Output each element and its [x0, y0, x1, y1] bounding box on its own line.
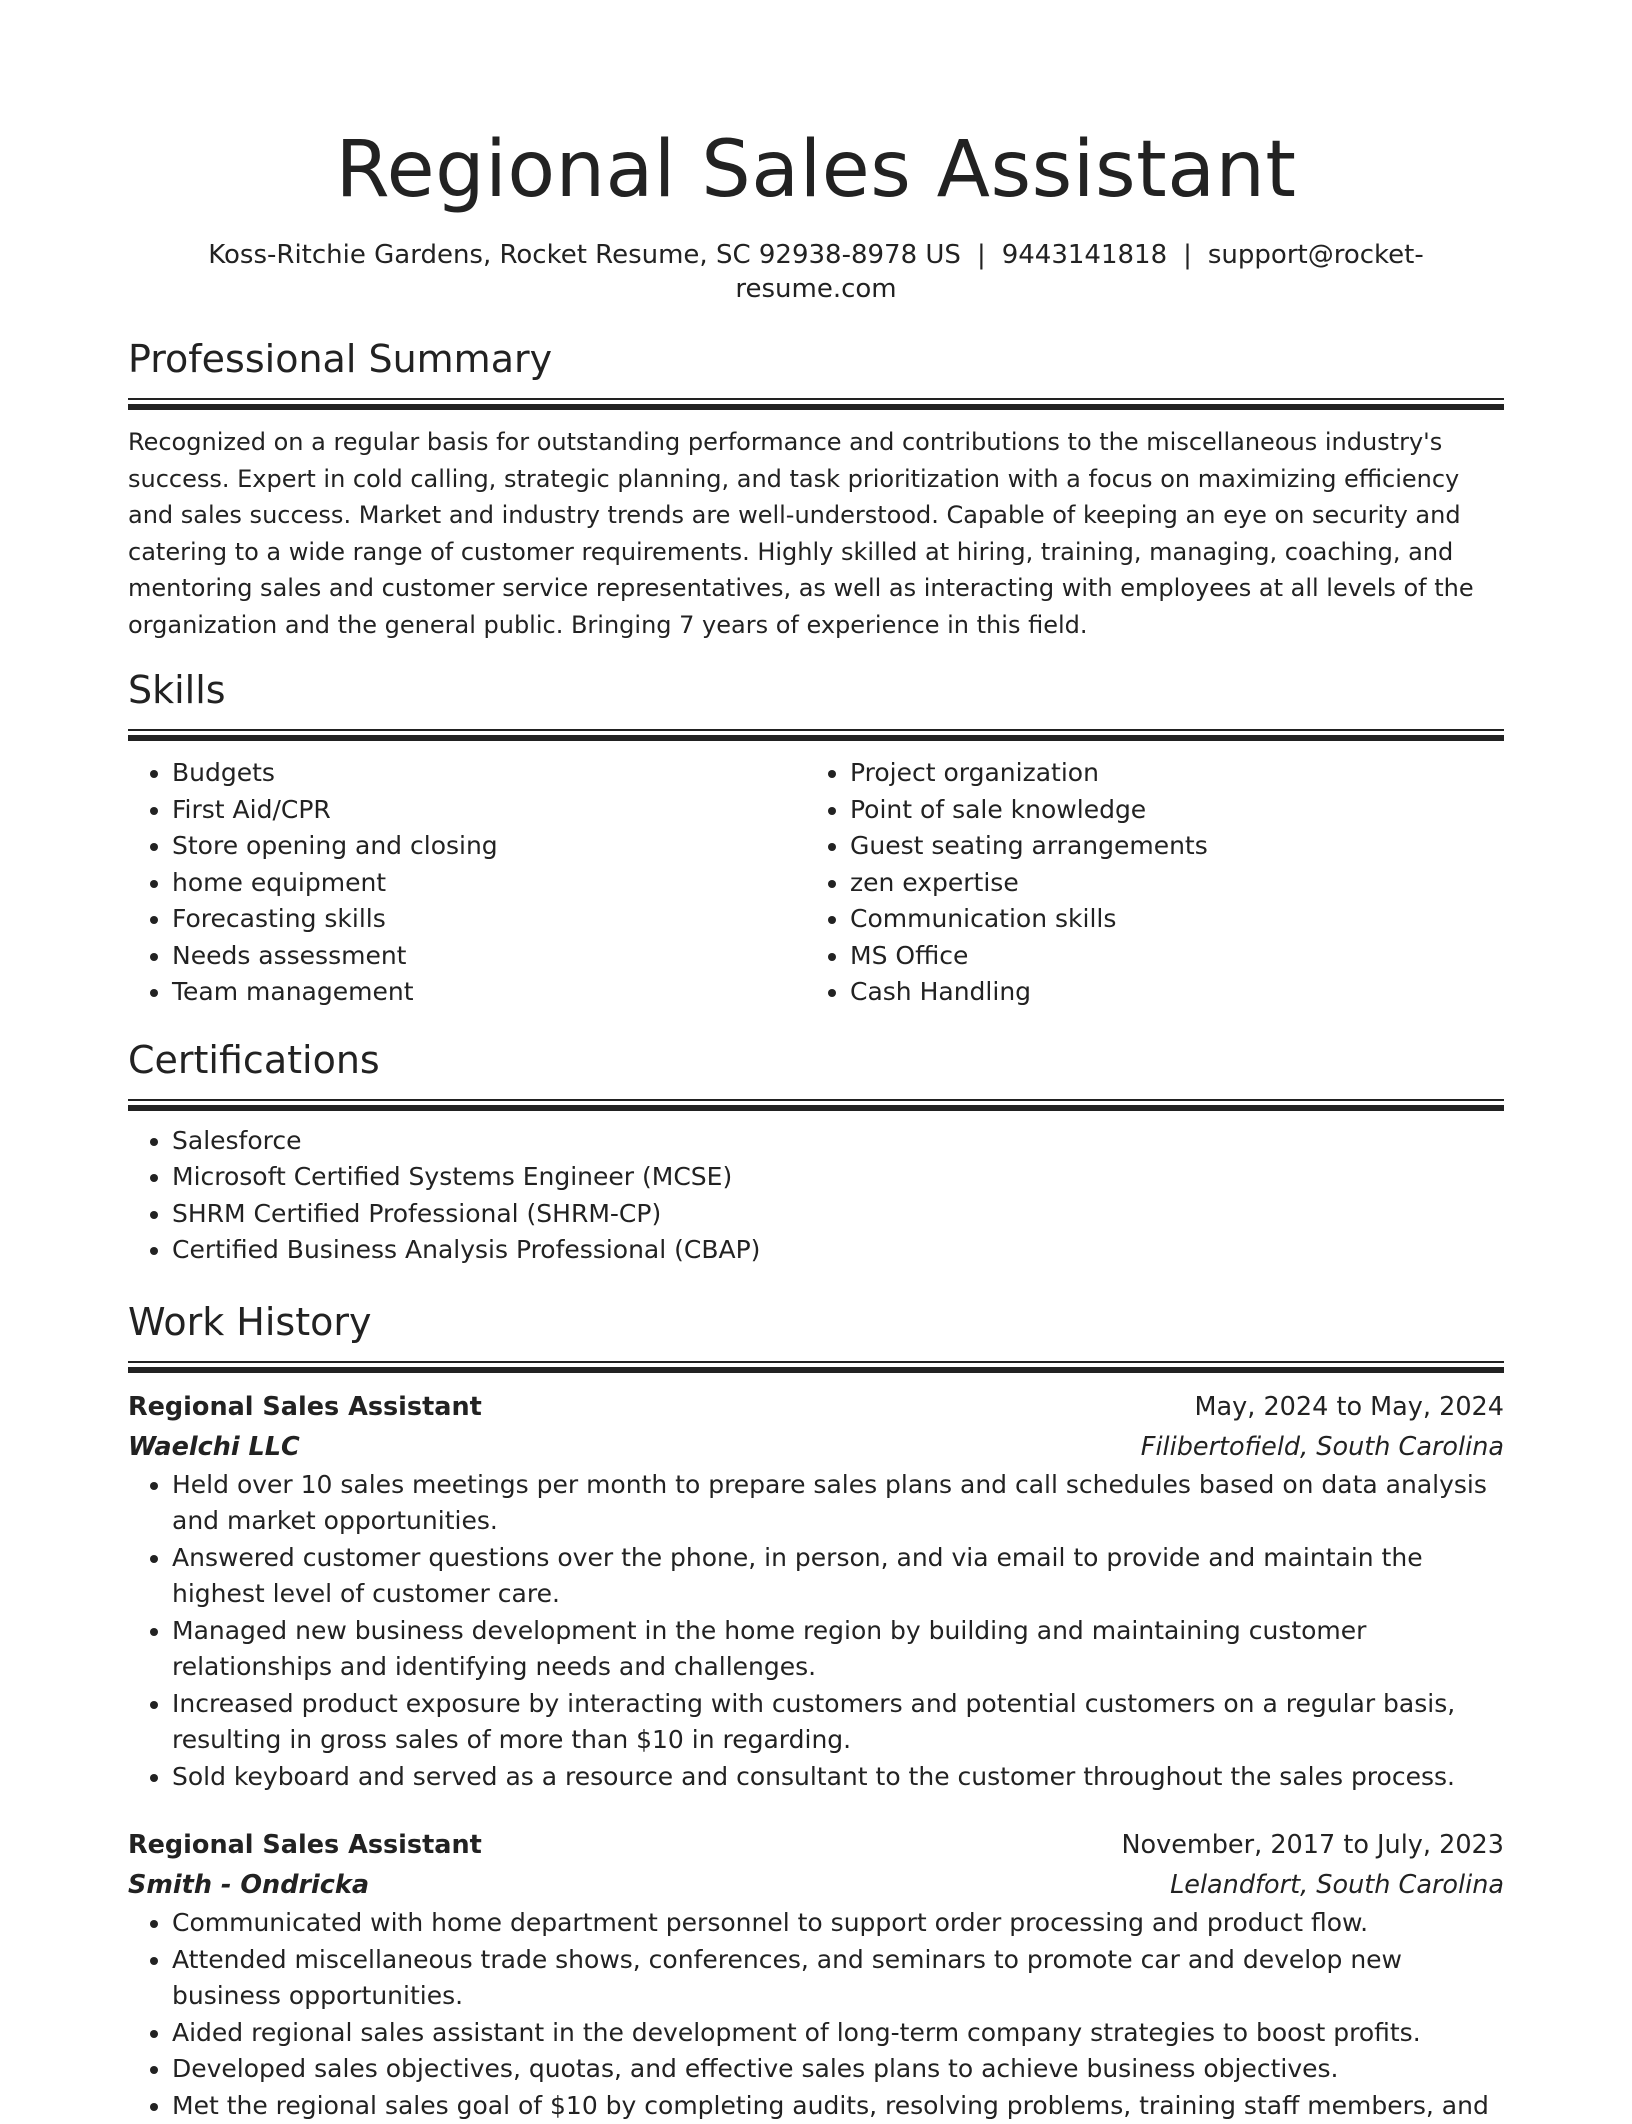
job-location: Filibertofield, South Carolina [1141, 1427, 1504, 1467]
resume-page [128, 0, 1504, 2124]
skills-column-left [128, 755, 806, 1011]
job-company-row [128, 1427, 1504, 1467]
certification-item: • Salesforce [172, 1123, 1504, 1160]
job-company: Waelchi LLC [128, 1427, 300, 1467]
skill-item: • Forecasting skills [172, 901, 806, 938]
job-entry [128, 1387, 1504, 1796]
contact-separator: | [1167, 238, 1208, 272]
job-bullet: • Developed sales objectives, quotas, and effective sales plans to achieve business objectives. [172, 2051, 1504, 2088]
job-bullet: • Answered customer questions over the phone, in person, and via email to provide and maintain the highest level of customer care. [172, 1540, 1504, 1613]
skill-item: • zen expertise [850, 865, 1484, 902]
job-bullets [128, 1905, 1504, 2124]
job-header-row [128, 1825, 1504, 1865]
certification-item: • SHRM Certified Professional (SHRM-CP) [172, 1196, 1504, 1233]
skill-item: • MS Office [850, 938, 1484, 975]
job-company-row [128, 1865, 1504, 1905]
section-divider [128, 1361, 1504, 1373]
section-title-skills: Skills [128, 667, 1504, 713]
skill-item: • First Aid/CPR [172, 792, 806, 829]
skill-item: • Point of sale knowledge [850, 792, 1484, 829]
job-title: Regional Sales Assistant [128, 1387, 482, 1427]
skill-item: • home equipment [172, 865, 806, 902]
section-divider [128, 1099, 1504, 1111]
skill-item: • Cash Handling [850, 974, 1484, 1011]
skill-item: • Project organization [850, 755, 1484, 792]
job-bullet: • Met the regional sales goal of $10 by completing audits, resolving problems, training staff members, and [172, 2088, 1504, 2124]
skill-item: • Team management [172, 974, 806, 1011]
contact-line [128, 238, 1504, 306]
job-dates: May, 2024 to May, 2024 [1195, 1387, 1504, 1427]
skill-item: • Budgets [172, 755, 806, 792]
certifications-section [128, 1037, 1504, 1269]
skills-columns [128, 755, 1504, 1011]
job-bullet: • Communicated with home department personnel to support order processing and product flow. [172, 1905, 1504, 1942]
section-divider [128, 398, 1504, 410]
job-bullet: • Sold keyboard and served as a resource and consultant to the customer throughout the sales process. [172, 1759, 1504, 1796]
skill-item: • Needs assessment [172, 938, 806, 975]
skill-item: • Guest seating arrangements [850, 828, 1484, 865]
job-bullet: • Managed new business development in the home region by building and maintaining customer relationships and identifying needs and challenges. [172, 1613, 1504, 1686]
summary-section [128, 336, 1504, 643]
section-divider [128, 729, 1504, 741]
job-bullet: • Attended miscellaneous trade shows, conferences, and seminars to promote car and develop new business opportunities. [172, 1942, 1504, 2015]
job-header-row [128, 1387, 1504, 1427]
skills-column-right [806, 755, 1484, 1011]
job-company: Smith - Ondricka [128, 1865, 369, 1905]
section-title-work-history: Work History [128, 1299, 1504, 1345]
contact-phone: 9443141818 [1002, 240, 1167, 270]
work-history-section [128, 1299, 1504, 2124]
contact-email: support@rocket-resume.com [735, 240, 1423, 304]
job-entry [128, 1825, 1504, 2124]
job-bullets [128, 1467, 1504, 1796]
skills-section [128, 667, 1504, 1011]
contact-address: Koss-Ritchie Gardens, Rocket Resume, SC 92938-8978 US [208, 240, 961, 270]
summary-text: Recognized on a regular basis for outstanding performance and contributions to the miscellaneous industry's success. Expert in cold calling, strategic planning, and task prioritization with a focus on maximizing efficiency and sales success. Market and industry trends are well-understood. Capable of keeping an eye on security and catering to a wide range of customer requirements. Highly skilled at hiring, training, managing, coaching, and mentoring sales and customer service representatives, as well as interacting with employees at all levels of the organization and the general public. Bringing 7 years of experience in this field. [128, 424, 1504, 643]
job-bullet: • Aided regional sales assistant in the development of long-term company strategies to boost profits. [172, 2015, 1504, 2052]
job-title: Regional Sales Assistant [128, 1825, 482, 1865]
job-dates: November, 2017 to July, 2023 [1121, 1825, 1504, 1865]
skill-item: • Communication skills [850, 901, 1484, 938]
contact-separator: | [961, 238, 1002, 272]
skill-item: • Store opening and closing [172, 828, 806, 865]
certification-item: • Microsoft Certified Systems Engineer (MCSE) [172, 1159, 1504, 1196]
job-bullet: • Held over 10 sales meetings per month to prepare sales plans and call schedules based on data analysis and market opportunities. [172, 1467, 1504, 1540]
certifications-list [128, 1123, 1504, 1269]
job-bullet: • Increased product exposure by interacting with customers and potential customers on a regular basis, resulting in gross sales of more than $10 in regarding. [172, 1686, 1504, 1759]
resume-name: Regional Sales Assistant [128, 122, 1504, 218]
section-title-certifications: Certifications [128, 1037, 1504, 1083]
job-location: Lelandfort, South Carolina [1170, 1865, 1504, 1905]
section-title-summary: Professional Summary [128, 336, 1504, 382]
certification-item: • Certified Business Analysis Professional (CBAP) [172, 1232, 1504, 1269]
